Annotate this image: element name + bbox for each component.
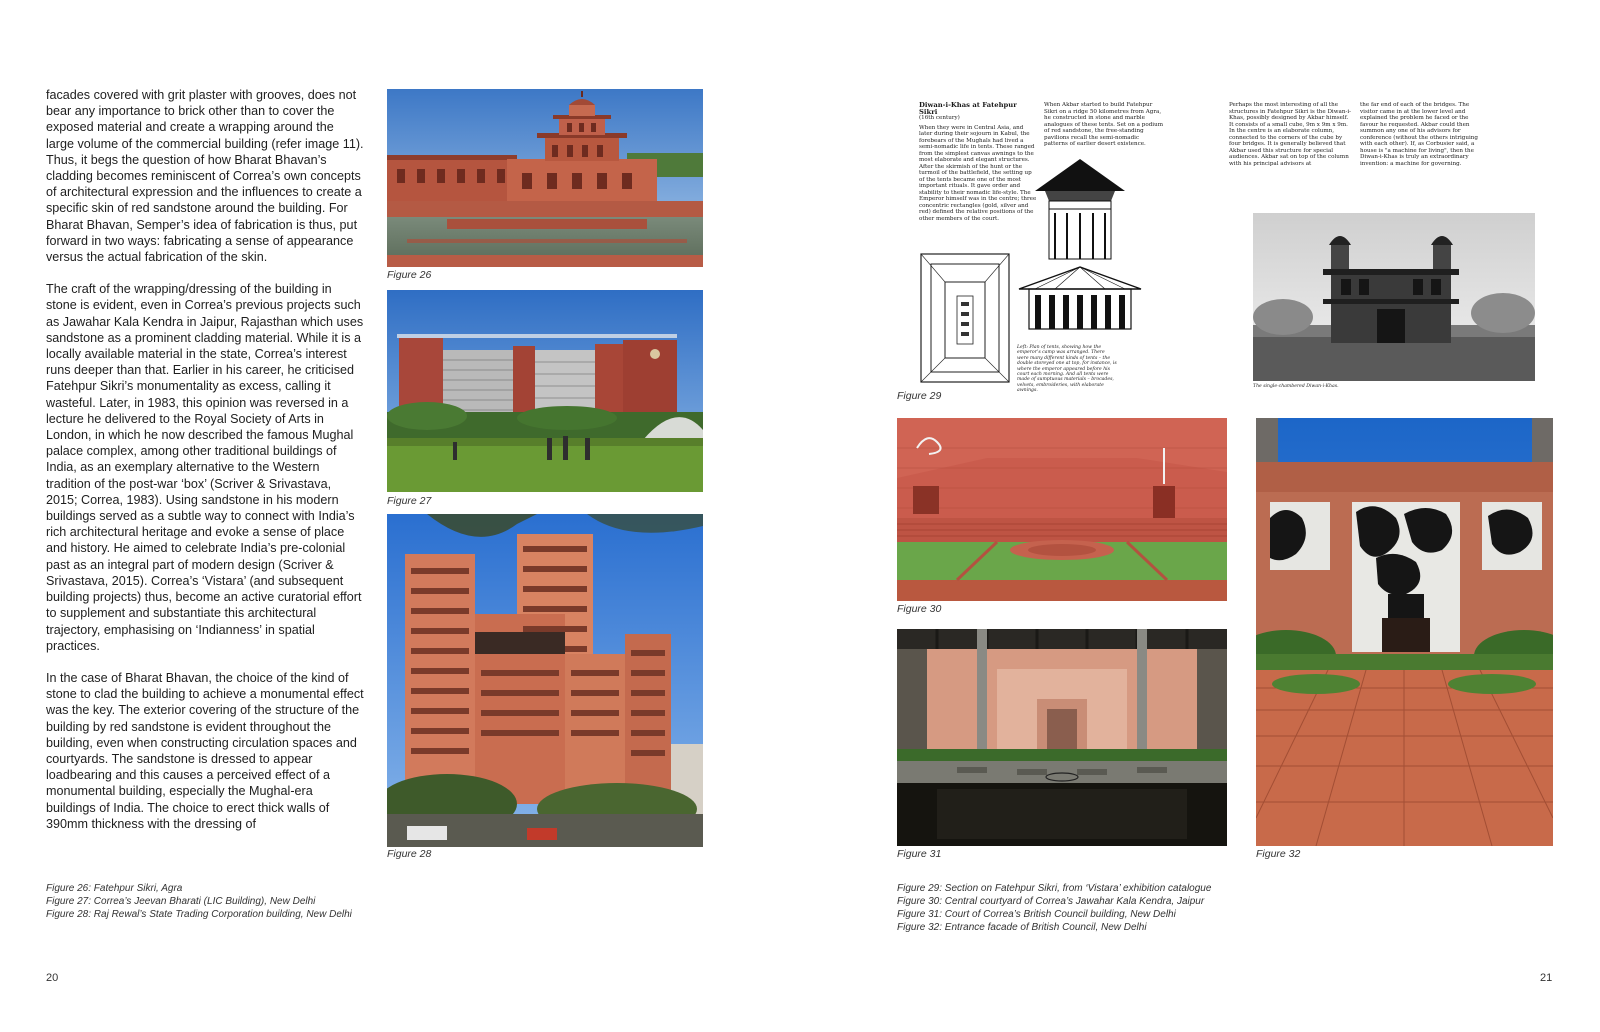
tent-plan-drawing — [919, 252, 1011, 384]
figure-31-caption: Figure 31 — [897, 848, 942, 860]
figure-29-caption: Figure 29 — [897, 390, 942, 402]
catalogue-subtitle: (16th century) — [919, 115, 960, 121]
right-figure-list — [897, 882, 1211, 934]
page-number-right: 21 — [1540, 972, 1553, 984]
catalogue-plan-note: Left: Plan of tents, showing how the emperor’s camp was arranged. There were many different kinds of tents – the double storeyed one at top, for instance, is where the emperor appeared before his court each morning. And all tents were made of sumptuous materials – brocades, velvets, embroideries, with elaborate awnings. — [1017, 345, 1117, 394]
figure-list-item: Figure 32: Entrance facade of British Council, New Delhi — [897, 922, 1147, 933]
figure-list-item: Figure 31: Court of Correa’s British Council building, New Delhi — [897, 909, 1176, 920]
figure-list-item: Figure 30: Central courtyard of Correa’s Jawahar Kala Kendra, Jaipur — [897, 896, 1205, 907]
figure-28-photo — [387, 514, 703, 847]
catalogue-col-3: Perhaps the most interesting of all the structures in Fatehpur Sikri is the Diwan-i-Khas, possibly designed by Akbar himself. It consists of a small cube, 9m x 9m x 9m. In the centre is an elaborate column, connected to the corners of the cube by four bridges. It is generally believed that Akbar used this structure for special audiences. Akbar sat on top of the column with his principal advisors at — [1229, 102, 1352, 167]
paragraph-2: The craft of the wrapping/dressing of the building in stone is evident, even in Correa’s previous projects such as Jawahar Kala Kendra in Jaipur, Rajasthan which uses sandstone as a prominent cladding material. While it is a locally available material in the state, Correa’s interest runs deeper than that. Earlier in his career, he criticised Fatehpur Sikri’s monumentality as excess, calling it wasteful. Later, in 1983, this opinion was reversed in a lecture he delivered to the Royal Society of Arts in London, in which he now described the famous Mughal palace complex, among other traditional buildings of India, as an exemplary alternative to the Western tradition of the post-war ‘box’ (Scriver & Srivastava, 2015; Correa, 1983). Using sandstone in his modern buildings served as a subtle way to connect with India’s rich architectural heritage and evoke a sense of place and history. He aimed to celebrate India’s pre-colonial past as an integral part of modern design (Scriver & Srivastava, 2015). Correa’s ‘Vistara’ (and subsequent building projects) thus, become an active curatorial effort to supplement and substantiate this architectural trajectory, emphasising on ‘Indianness’ in spatial practices. — [46, 282, 364, 653]
figure-27-photo — [387, 290, 703, 492]
figure-list-item: Figure 29: Section on Fatehpur Sikri, from ‘Vistara’ exhibition catalogue — [897, 883, 1212, 894]
figure-list-item: Figure 26: Fatehpur Sikri, Agra — [46, 883, 183, 894]
paragraph-3: In the case of Bharat Bhavan, the choice of the kind of stone to clad the building to achieve a monumental effect was the key. The exterior covering of the structure of the building by red sandstone is evident throughout the building, even when constructing circulation spaces and courtyards. The sandstone is dressed to appear loadbearing and this causes a perceived effect of a monumental building, especially the Mughal-era buildings of India. The choice to erect thick walls of 390mm thickness with the dressing of — [46, 670, 364, 831]
tent-elevation-drawing — [1015, 157, 1145, 337]
figure-31-photo — [897, 629, 1227, 846]
catalogue-col-2: When Akbar started to build Fatehpur Sikri on a ridge 50 kilometres from Agra, he constructed in stone and marble analogues of these tents. Set on a podium of red sandstone, the free-standing pavilions recall the semi-nomadic patterns of earlier desert existence. — [1044, 102, 1163, 147]
figure-26-photo — [387, 89, 703, 267]
figure-32-photo — [1256, 418, 1553, 846]
figure-30-photo — [897, 418, 1227, 601]
figure-32-caption: Figure 32 — [1256, 848, 1301, 860]
catalogue-photo-note: The single-chambered Diwan-i-Khas. — [1253, 384, 1339, 389]
figure-30-caption: Figure 30 — [897, 603, 942, 615]
catalogue-col1-text: When they were in Central Asia, and later during their sojourn in Kabul, the forebears of the Mughals had lived a semi-nomadic life in tents. These ranged from the simplest canvas awnings to the most elaborate and elegant structures. After the skirmish of the hunt or the turmoil of the battlefield, the setting up of the tents became one of the most important rituals. It gave order and stability to their nomadic life-style. The Emperor himself was in the centre; three concentric rectangles (gold, silver and red) defined the relative positions of the other members of the court. — [919, 124, 1037, 222]
paragraph-1: facades covered with grit plaster with grooves, does not bear any importance to brick other than to cover the exposed material and create a wrapping around the large volume of the commercial building (refer image 11). Thus, it begs the question of how Bharat Bhavan’s cladding becomes reminiscent of Correa’s own concepts of architectural expression and the influences to create a specific skin of red sandstone around the building. For Bharat Bhavan, Semper’s idea of fabrication is thus, put forward in two ways: fabricating a sense of appearance versus the actual fabrication of the skin. — [46, 88, 364, 265]
body-text — [46, 87, 364, 848]
figure-list-item: Figure 27: Correa’s Jeevan Bharati (LIC Building), New Delhi — [46, 896, 316, 907]
diwan-i-khas-photo — [1253, 213, 1535, 381]
figure-26-caption: Figure 26 — [387, 269, 432, 281]
figure-28-caption: Figure 28 — [387, 848, 432, 860]
catalogue-col-4: the far end of each of the bridges. The visitor came in at the lower level and explained the problem he faced or the favour he requested. Akbar could then summon any one of his advisors for conference (without the others intriguing with each other). If, as Corbusier said, a house is "a machine for living", then the Diwan-i-Khas is truly an extraordinary invention: a machine for governing. — [1360, 102, 1478, 167]
page-number-left: 20 — [46, 972, 59, 984]
catalogue-title: Diwan-i-Khas at Fatehpur Sikri — [919, 101, 1017, 116]
figure-list-item: Figure 28: Raj Rewal’s State Trading Corporation building, New Delhi — [46, 909, 352, 920]
figure-27-caption: Figure 27 — [387, 495, 432, 507]
left-figure-list — [46, 882, 352, 921]
figure-29-catalogue — [897, 97, 1547, 392]
